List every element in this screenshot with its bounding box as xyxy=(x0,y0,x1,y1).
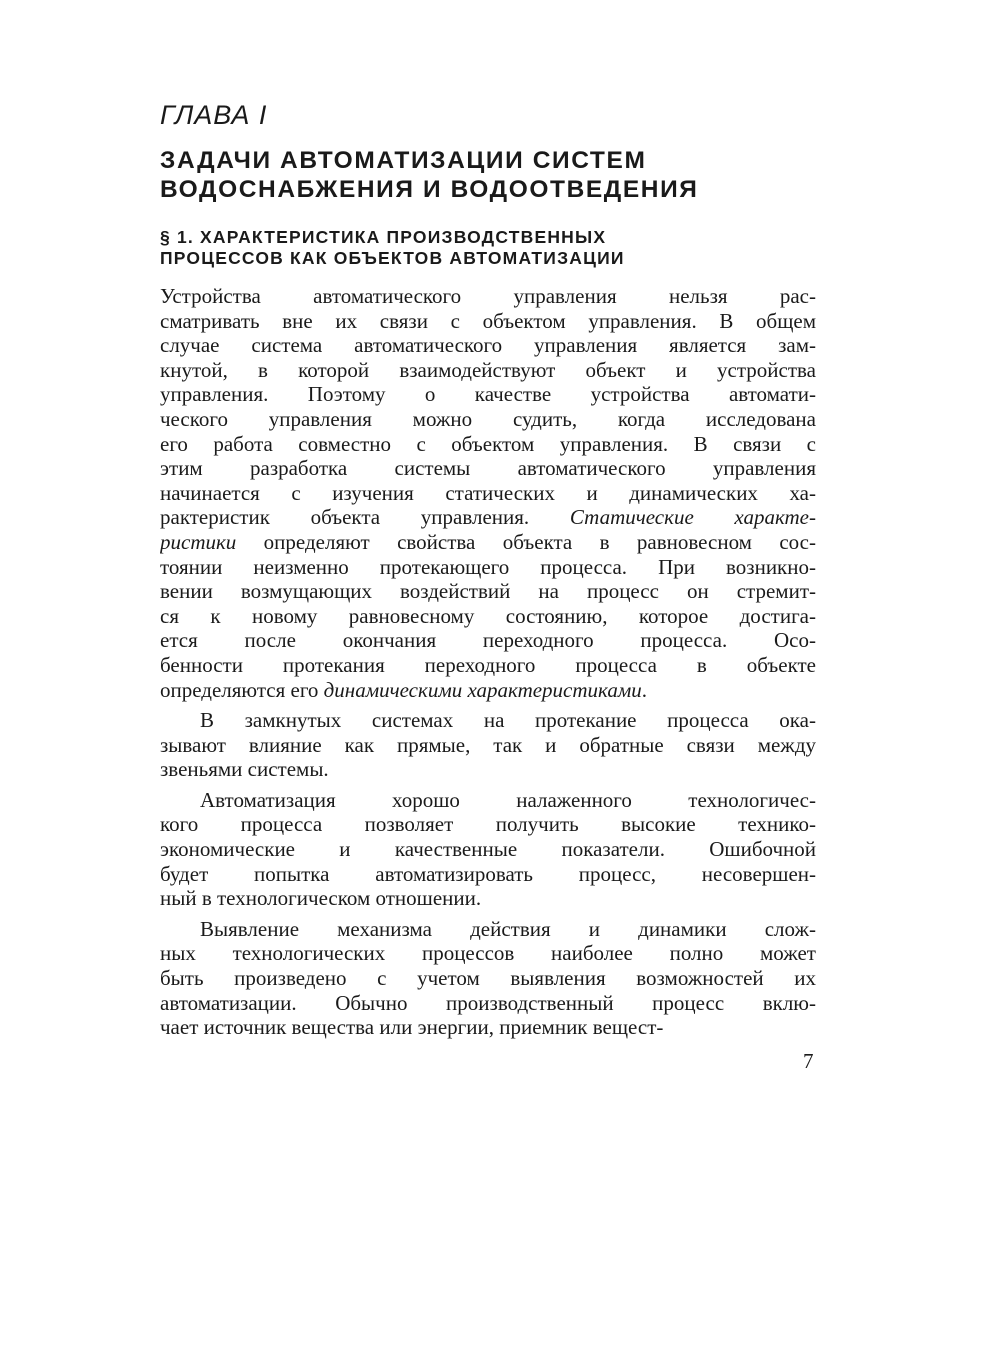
text-line: тоянии неизменно протекающего процесса. При возникно- xyxy=(160,554,816,579)
emphasized-term: динамическими характеристиками xyxy=(323,677,642,702)
paragraph xyxy=(160,708,816,782)
text-line: экономические и качественные показатели. Ошибочной xyxy=(160,837,816,862)
chapter-title xyxy=(160,146,720,204)
page-number: 7 xyxy=(803,1049,814,1073)
text-line: ный в технологическом отношении. xyxy=(160,886,482,911)
text-line: Выявление механизма действия и динамики слож- xyxy=(200,916,816,941)
paragraph xyxy=(160,284,816,702)
text-line: ческого управления можно судить, когда исследована xyxy=(160,406,816,431)
text-line: быть произведено с учетом выявления возможностей их xyxy=(160,966,816,991)
text-line: В замкнутых системах на протекание процесса ока- xyxy=(200,708,816,733)
text-line: ется после окончания переходного процесса. Осо- xyxy=(160,628,816,653)
text-line: ных технологических процессов наиболее полно может xyxy=(160,941,816,966)
section-title-line: ПРОЦЕССОВ КАК ОБЪЕКТОВ АВТОМАТИЗАЦИИ xyxy=(160,248,625,268)
text-line: сматривать вне их связи с объектом управления. В общем xyxy=(160,308,816,333)
text-line: чает источник вещества или энергии, приемник вещест- xyxy=(160,1015,664,1040)
text-line: начинается с изучения статических и динамических ха- xyxy=(160,480,816,505)
text-line: управления. Поэтому о качестве устройства автомати- xyxy=(160,382,816,407)
text-line: ся к новому равновесному состоянию, которое достига- xyxy=(160,603,816,628)
text-line: вении возмущающих воздействий на процесс он стремит- xyxy=(160,579,816,604)
text-line: Устройства автоматического управления нельзя рас- xyxy=(160,284,816,308)
text-line: звеньями системы. xyxy=(160,757,329,782)
text-line: зывают влияние как прямые, так и обратные связи между xyxy=(160,732,816,757)
section-title xyxy=(160,227,625,269)
text-line: случае система автоматического управления является зам- xyxy=(160,333,816,358)
emphasized-term: Статические характе- xyxy=(569,505,816,530)
text-line: рактеристик объекта управления. Статические характе- xyxy=(160,505,816,530)
section-title-line: § 1. ХАРАКТЕРИСТИКА ПРОИЗВОДСТВЕННЫХ xyxy=(160,227,607,247)
text-line: Автоматизация хорошо налаженного технологичес- xyxy=(200,787,816,812)
text-line: этим разработка системы автоматического управления xyxy=(160,456,816,481)
paragraph xyxy=(160,917,816,1040)
chapter-title-line: ВОДОСНАБЖЕНИЯ И ВОДООТВЕДЕНИЯ xyxy=(160,176,699,203)
text-line: ристики определяют свойства объекта в равновесном сос- xyxy=(160,529,816,554)
text-line: определяются его динамическими характеристиками. xyxy=(160,677,647,702)
chapter-label: ГЛАВА I xyxy=(160,100,268,130)
paragraph xyxy=(160,788,816,911)
body-text xyxy=(160,284,816,1046)
text-line: его работа совместно с объектом управления. В связи с xyxy=(160,431,816,456)
emphasized-term: ристики xyxy=(160,529,237,554)
text-line: бенности протекания переходного процесса в объекте xyxy=(160,652,816,677)
text-line: автоматизации. Обычно производственный процесс вклю- xyxy=(160,990,816,1015)
text-line: кого процесса позволяет получить высокие технико- xyxy=(160,812,816,837)
text-line: кнутой, в которой взаимодействуют объект и устройства xyxy=(160,357,816,382)
text-line: будет попытка автоматизировать процесс, несовершен- xyxy=(160,861,816,886)
chapter-title-line: ЗАДАЧИ АВТОМАТИЗАЦИИ СИСТЕМ xyxy=(160,147,647,174)
